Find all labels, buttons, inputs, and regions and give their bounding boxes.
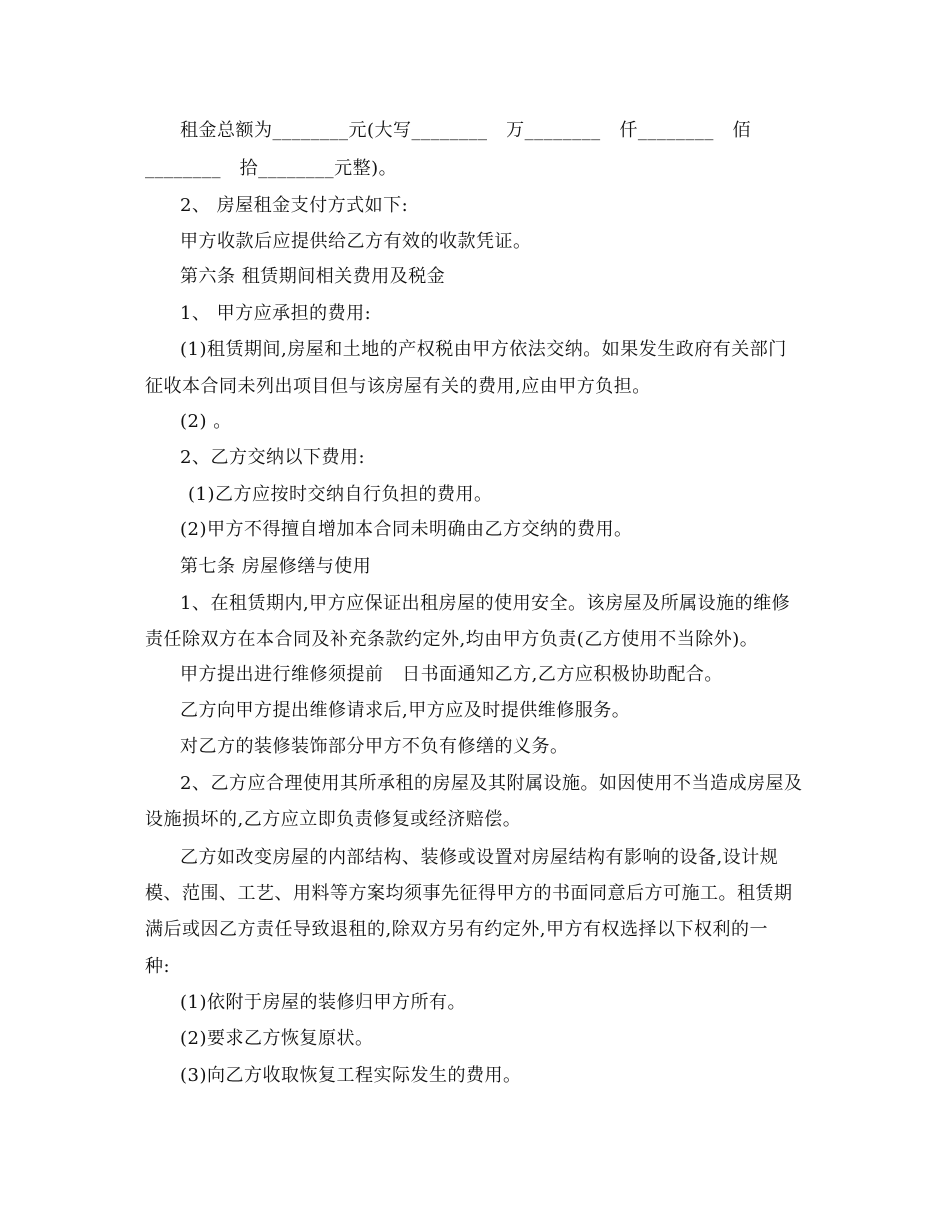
item-property-tax: (1)租赁期间,房屋和土地的产权税由甲方依法交纳。如果发生政府有关部门 bbox=[180, 339, 787, 360]
clause-repair-safety-cont: 责任除双方在本合同及补充条款约定外,均由甲方负责(乙方使用不当除外)。 bbox=[145, 629, 759, 650]
article-six-heading: 第六条 租赁期间相关费用及税金 bbox=[180, 266, 446, 287]
clause-rent-payment: 2、 房屋租金支付方式如下: bbox=[180, 195, 409, 216]
paragraph-decoration: 对乙方的装修装饰部分甲方不负有修缮的义务。 bbox=[180, 736, 569, 757]
option-restore: (2)要求乙方恢复原状。 bbox=[180, 1028, 374, 1049]
paragraph-alteration: 乙方如改变房屋的内部结构、装修或设置对房屋结构有影响的设备,设计规 bbox=[180, 847, 779, 868]
paragraph-alteration-2: 模、范围、工艺、用料等方案均须事先征得甲方的书面同意后方可施工。租赁期 bbox=[145, 883, 793, 904]
option-charge-cost: (3)向乙方收取恢复工程实际发生的费用。 bbox=[180, 1065, 522, 1086]
paragraph-repair-request: 乙方向甲方提出维修请求后,甲方应及时提供维修服务。 bbox=[180, 700, 631, 721]
rent-total-line: 租金总额为________元(大写________ 万________ 仟________ 佰 bbox=[180, 120, 752, 141]
item-no-extra-fees: (2)甲方不得擅自增加本合同未明确由乙方交纳的费用。 bbox=[180, 519, 633, 540]
clause-repair-safety: 1、在租赁期内,甲方应保证出租房屋的使用安全。该房屋及所属设施的维修 bbox=[180, 593, 791, 614]
paragraph-receipt: 甲方收款后应提供给乙方有效的收款凭证。 bbox=[180, 231, 532, 252]
article-seven-heading: 第七条 房屋修缮与使用 bbox=[180, 556, 372, 577]
item-property-tax-cont: 征收本合同未列出项目但与该房屋有关的费用,应由甲方负担。 bbox=[145, 376, 651, 397]
item-b-pay-own: (1)乙方应按时交纳自行负担的费用。 bbox=[188, 484, 493, 505]
item-2-blank: (2) 。 bbox=[180, 411, 232, 432]
paragraph-repair-notice: 甲方提出进行维修须提前 日书面通知乙方,乙方应积极协助配合。 bbox=[180, 664, 723, 685]
clause-party-b-fees: 2、乙方交纳以下费用: bbox=[180, 447, 366, 468]
clause-party-a-fees: 1、 甲方应承担的费用: bbox=[180, 303, 372, 324]
option-decoration-owned: (1)依附于房屋的装修归甲方所有。 bbox=[180, 992, 466, 1013]
clause-proper-use-cont: 设施损坏的,乙方应立即负责修复或经济赔偿。 bbox=[145, 809, 522, 830]
paragraph-alteration-3: 满后或因乙方责任导致退租的,除双方另有约定外,甲方有权选择以下权利的一 bbox=[145, 919, 768, 940]
rent-total-line-cont: ________ 拾________元整)。 bbox=[145, 158, 398, 179]
clause-proper-use: 2、乙方应合理使用其所承租的房屋及其附属设施。如因使用不当造成房屋及 bbox=[180, 773, 803, 794]
paragraph-alteration-4: 种: bbox=[145, 956, 171, 977]
